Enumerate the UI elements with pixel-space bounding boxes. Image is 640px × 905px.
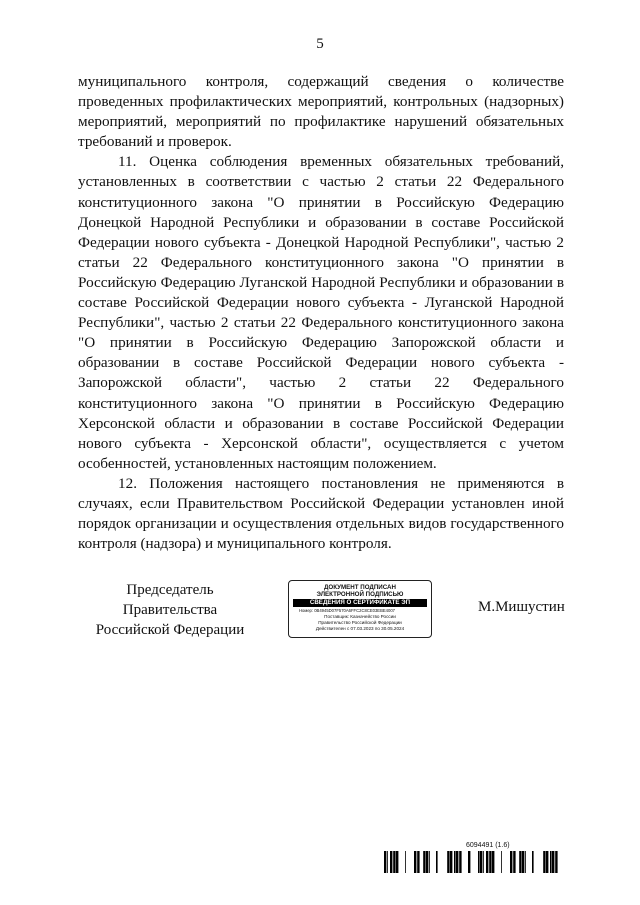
paragraph-continuation: муниципального контроля, содержащий сведения о количестве проведенных профилактических мероприятий, контрольных (надзорных) мероприятий, мероприятий по профилактике нарушений обязательных требований и проверок. (78, 73, 564, 151)
page-number: 5 (316, 36, 324, 52)
stamp-line2: ЭЛЕКТРОННОЙ ПОДПИСЬЮ (316, 591, 404, 598)
stamp-supplier: Поставщик: Казначейство России (324, 614, 396, 619)
document-body (78, 72, 564, 554)
paragraph-11: 11. Оценка соблюдения временных обязательных требований, установленных в соответствии с частью 2 статьи 22 Федерального конституционного закона "О принятии в Российскую Федерацию Донецкой Народной Республики и образовании в составе Российской Федерации нового субъекта - Донецкой Народной Республики", частью 2 статьи 22 Федерального конституционного закона "О принятии в Российскую Федерацию Луганской Народной Республики и образовании в составе Российской Федерации нового субъекта - Луганской Народной Республики", частью 2 статьи 22 Федерального конституционного закона "О принятии в Российскую Федерацию Запорожской области и образовании в составе Российской Федерации нового субъекта - Запорожской области", частью 2 статьи 22 Федерального конституционного закона "О принятии в Российскую Федерацию Херсонской области и образовании в составе Российской Федерации нового субъекта - Херсонской области", осуществляется с учетом особенностей, установленных настоящим положением. (78, 153, 564, 472)
document-code: 6094491 (1.6) (466, 842, 510, 849)
signatory-title (80, 580, 260, 640)
stamp-owner: Правительство Российской Федерации (318, 620, 402, 625)
barcode-image (384, 851, 562, 873)
stamp-validity: Действителен с 07.03.2023 по 30.05.2024 (315, 626, 405, 631)
paragraph-12: 12. Положения настоящего постановления не применяются в случаях, если Правительством Российской Федерации установлен иной порядок организации и осуществления отдельных видов государственного контроля (надзора) и муниципального контроля. (78, 474, 564, 553)
stamp-line1: ДОКУМЕНТ ПОДПИСАН (324, 584, 396, 591)
electronic-signature-stamp (288, 580, 432, 638)
signatory-title-line1: Председатель Правительства (122, 582, 218, 618)
stamp-serial: Номер: 0B4945D07F570A6FFC2C8CE03EBE4007 (299, 608, 395, 613)
stamp-certificate-bar: СВЕДЕНИЯ О СЕРТИФИКАТЕ ЭП (293, 599, 427, 607)
signatory-title-line2: Российской Федерации (95, 622, 245, 638)
signatory-name: М.Мишустин (478, 599, 565, 615)
